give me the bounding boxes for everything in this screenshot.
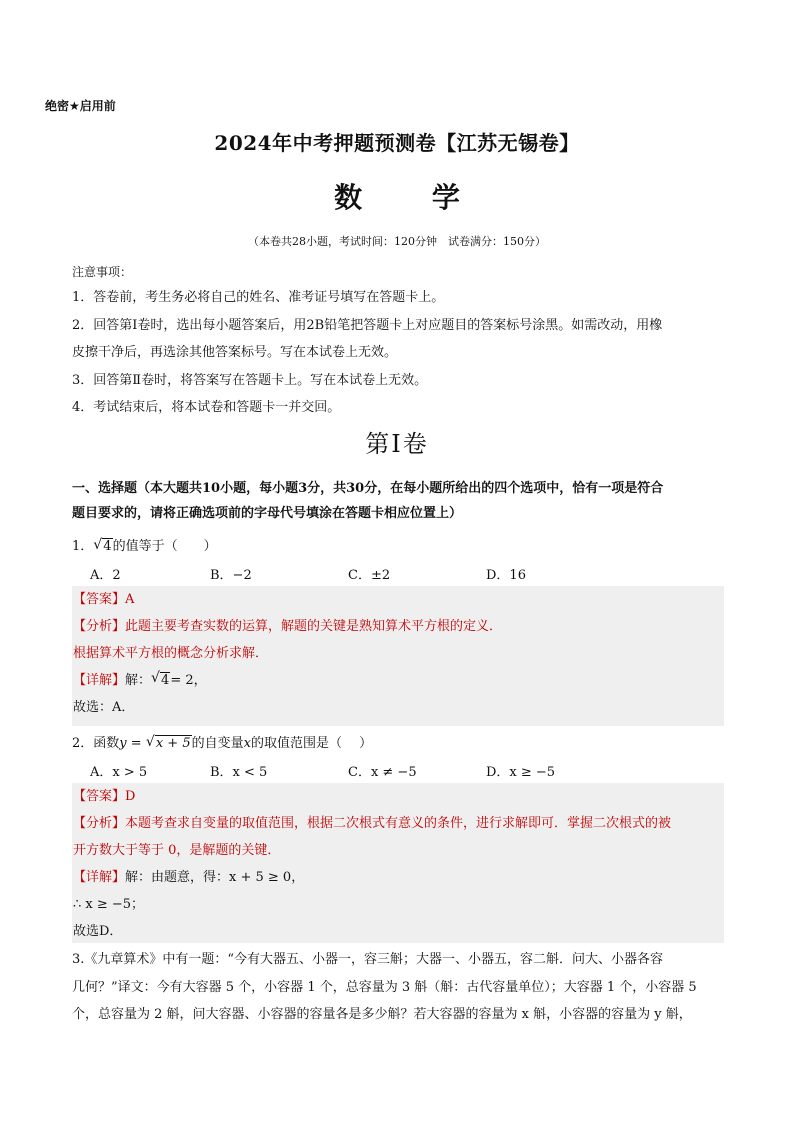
detail-prefix: 解： — [125, 673, 152, 688]
var-y: y — [119, 736, 127, 751]
question-number: 1． — [72, 539, 94, 554]
detail-line — [72, 864, 724, 891]
question-line: 3.《九章算术》中有一题：“今有大器五、小器一，容三斛；大器一、小器五，容二斛．问大、小器各容 — [72, 952, 664, 967]
exam-meta: （本卷共28小题，考试时间：120分钟 试卷满分：150分） — [248, 235, 546, 248]
analysis-text: 此题主要考查实数的运算，解题的关键是熟知算术平方根的定义． — [125, 619, 503, 634]
sqrt-symbol — [151, 667, 170, 694]
radicand: 4 — [103, 539, 112, 554]
detail-text: 解：由题意，得：x + 5 ≥ 0， — [125, 870, 305, 885]
exam-title: 2024年中考押题预测卷【江苏无锡卷】 — [214, 131, 580, 155]
detail-tag: 【详解】 — [73, 870, 126, 885]
equals: = — [126, 736, 146, 751]
analysis-tag: 【分析】 — [73, 619, 126, 634]
notice-item: 1．答卷前，考生务必将自己的姓名、准考证号填写在答题卡上。 — [72, 290, 445, 305]
sqrt-symbol — [146, 736, 192, 751]
analysis-line — [72, 810, 724, 837]
option-b: B．x < 5 — [210, 765, 268, 780]
section-instructions — [72, 476, 724, 526]
therefore-line: ∴ x ≥ −5； — [73, 897, 145, 912]
section-line: 一、选择题（本大题共10小题，每小题3分，共30分，在每小题所给出的四个选项中，恰有一项是符合 — [72, 481, 664, 496]
confidential-label: 绝密★启用前 — [45, 99, 116, 113]
detail-text: = 2， — [170, 673, 207, 688]
option-b: B．−2 — [210, 568, 252, 583]
question-1-options — [90, 564, 710, 583]
var-x: x — [243, 736, 251, 751]
notice-head: 注意事项： — [72, 265, 133, 279]
question-text: 的自变量 — [191, 736, 244, 751]
question-text: 的取值范围是（ ） — [250, 736, 373, 751]
radicand: 4 — [161, 673, 170, 688]
analysis-tag: 【分析】 — [73, 816, 126, 831]
question-text: 的值等于（ ） — [112, 539, 217, 554]
volume-title: 第Ⅰ卷 — [365, 430, 429, 458]
option-d: D．x ≥ −5 — [486, 765, 556, 780]
detail-line — [72, 667, 724, 694]
question-3-stem — [72, 946, 724, 1029]
answer-line — [72, 586, 724, 613]
question-1-solution — [72, 586, 724, 726]
notice-block — [72, 262, 722, 422]
notice-item: 皮擦干净后，再选涂其他答案标号。写在本试卷上无效。 — [72, 345, 398, 360]
radicand: x + 5 — [155, 736, 191, 751]
analysis-line-2: 开方数大于等于 0，是解题的关键． — [73, 843, 281, 858]
answer-value: A — [125, 592, 135, 607]
question-line: 几何？”译文：今有大容器 5 个，小容器 1 个，总容量为 3 斛（斛：古代容量单位）；大容器 1 个，小容器 5 — [72, 979, 697, 995]
analysis-line-2: 根据算术平方根的概念分析求解． — [73, 646, 269, 661]
conclusion-line: 故选：A． — [73, 700, 135, 715]
answer-line — [72, 783, 724, 810]
analysis-line — [72, 613, 724, 640]
question-2-solution — [72, 783, 724, 943]
notice-item: 2．回答第Ⅰ卷时，选出每小题答案后，用2B铅笔把答题卡上对应题目的答案标号涂黑。如需改动，用橡 — [72, 317, 663, 333]
question-number: 2． — [72, 736, 94, 751]
section-line: 题目要求的，请将正确选项前的字母代号填涂在答题卡相应位置上） — [72, 506, 463, 521]
question-1-stem — [72, 535, 724, 554]
question-text: 函数 — [93, 736, 120, 751]
answer-value: D — [125, 789, 136, 804]
conclusion-line: 故选D． — [73, 924, 123, 939]
notice-item: 4．考试结束后，将本试卷和答题卡一并交回。 — [72, 400, 341, 415]
option-c: C．±2 — [348, 568, 391, 583]
question-2-options — [90, 761, 710, 780]
analysis-text: 本题考查求自变量的取值范围，根据二次根式有意义的条件，进行求解即可．掌握二次根式的被 — [125, 816, 672, 831]
subject-title: 数 学 — [334, 181, 490, 214]
answer-tag: 【答案】 — [73, 592, 126, 607]
option-c: C．x ≠ −5 — [348, 765, 417, 780]
question-line: 个，总容量为 2 斛，问大容器、小容器的容量各是多少斛？若大容器的容量为 x 斛，小容器的容量为 y 斛， — [72, 1007, 692, 1022]
detail-tag: 【详解】 — [73, 673, 126, 688]
option-a: A．2 — [90, 568, 121, 583]
option-a: A．x > 5 — [90, 765, 148, 780]
answer-tag: 【答案】 — [73, 789, 126, 804]
notice-item: 3．回答第Ⅱ卷时，将答案写在答题卡上。写在本试卷上无效。 — [72, 372, 428, 388]
question-2-stem — [72, 732, 724, 751]
option-d: D．16 — [486, 568, 526, 583]
sqrt-symbol — [93, 539, 112, 554]
